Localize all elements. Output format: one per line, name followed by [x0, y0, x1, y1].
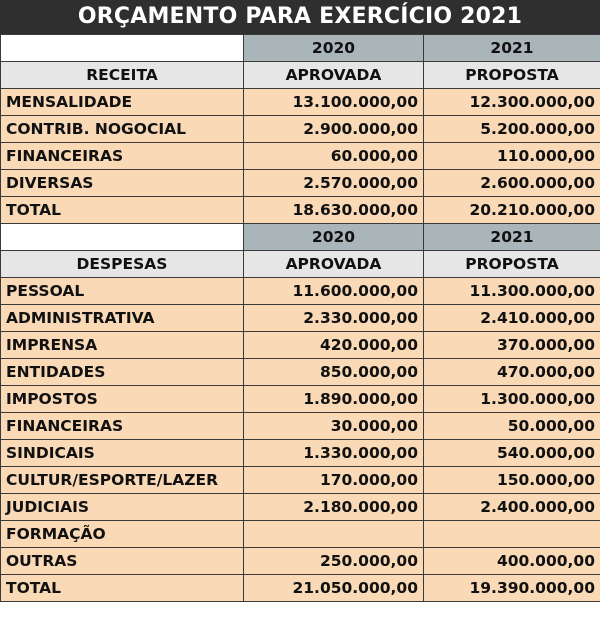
value-cell-proposed: 110.000,00: [424, 143, 600, 170]
column-header-cell: PROPOSTA: [424, 251, 600, 278]
table-row: [1, 89, 600, 116]
table-row: [1, 386, 600, 413]
value-cell-approved: 1.330.000,00: [244, 440, 424, 467]
value-cell-approved: [244, 521, 424, 548]
value-cell-proposed: 19.390.000,00: [424, 575, 600, 602]
section-header-cell: DESPESAS: [1, 251, 244, 278]
table-row: [1, 197, 600, 224]
value-cell-approved: 13.100.000,00: [244, 89, 424, 116]
column-header-cell: PROPOSTA: [424, 62, 600, 89]
table-row: [1, 575, 600, 602]
value-cell-approved: 2.900.000,00: [244, 116, 424, 143]
value-cell-proposed: [424, 521, 600, 548]
row-label-cell: ENTIDADES: [1, 359, 244, 386]
table-row: [1, 143, 600, 170]
receita-year-row: [1, 35, 600, 62]
receita-header-row: [1, 62, 600, 89]
value-cell-proposed: 470.000,00: [424, 359, 600, 386]
row-label-cell: OUTRAS: [1, 548, 244, 575]
value-cell-proposed: 370.000,00: [424, 332, 600, 359]
table-row: [1, 170, 600, 197]
document-title: ORÇAMENTO PARA EXERCÍCIO 2021: [0, 0, 600, 34]
row-label-cell: CONTRIB. NOGOCIAL: [1, 116, 244, 143]
value-cell-approved: 170.000,00: [244, 467, 424, 494]
value-cell-proposed: 11.300.000,00: [424, 278, 600, 305]
row-label-cell: DIVERSAS: [1, 170, 244, 197]
value-cell-approved: 30.000,00: [244, 413, 424, 440]
table-row: [1, 332, 600, 359]
column-header-cell: APROVADA: [244, 251, 424, 278]
row-label-cell: FORMAÇÃO: [1, 521, 244, 548]
table-row: [1, 467, 600, 494]
value-cell-approved: 2.570.000,00: [244, 170, 424, 197]
header-blank-cell: [1, 35, 244, 62]
value-cell-proposed: 400.000,00: [424, 548, 600, 575]
budget-table: [0, 34, 600, 602]
row-label-cell: IMPOSTOS: [1, 386, 244, 413]
table-row: [1, 359, 600, 386]
despesas-header-row: [1, 251, 600, 278]
value-cell-approved: 21.050.000,00: [244, 575, 424, 602]
row-label-cell: FINANCEIRAS: [1, 413, 244, 440]
header-blank-cell: [1, 224, 244, 251]
value-cell-approved: 2.330.000,00: [244, 305, 424, 332]
table-row: [1, 278, 600, 305]
value-cell-approved: 850.000,00: [244, 359, 424, 386]
table-row: [1, 548, 600, 575]
column-header-cell: APROVADA: [244, 62, 424, 89]
row-label-cell: FINANCEIRAS: [1, 143, 244, 170]
row-label-cell: TOTAL: [1, 575, 244, 602]
value-cell-proposed: 2.410.000,00: [424, 305, 600, 332]
year-header-cell: 2021: [424, 35, 600, 62]
value-cell-proposed: 50.000,00: [424, 413, 600, 440]
value-cell-proposed: 12.300.000,00: [424, 89, 600, 116]
budget-table-body: [1, 35, 600, 602]
year-header-cell: 2020: [244, 35, 424, 62]
row-label-cell: JUDICIAIS: [1, 494, 244, 521]
value-cell-proposed: 20.210.000,00: [424, 197, 600, 224]
table-row: [1, 116, 600, 143]
row-label-cell: MENSALIDADE: [1, 89, 244, 116]
value-cell-approved: 11.600.000,00: [244, 278, 424, 305]
table-row: [1, 413, 600, 440]
value-cell-approved: 60.000,00: [244, 143, 424, 170]
despesas-year-row: [1, 224, 600, 251]
value-cell-approved: 2.180.000,00: [244, 494, 424, 521]
value-cell-approved: 1.890.000,00: [244, 386, 424, 413]
value-cell-proposed: 150.000,00: [424, 467, 600, 494]
year-header-cell: 2021: [424, 224, 600, 251]
section-header-cell: RECEITA: [1, 62, 244, 89]
row-label-cell: ADMINISTRATIVA: [1, 305, 244, 332]
table-row: [1, 440, 600, 467]
table-row: [1, 521, 600, 548]
year-header-cell: 2020: [244, 224, 424, 251]
value-cell-proposed: 540.000,00: [424, 440, 600, 467]
row-label-cell: TOTAL: [1, 197, 244, 224]
value-cell-proposed: 2.600.000,00: [424, 170, 600, 197]
value-cell-approved: 18.630.000,00: [244, 197, 424, 224]
table-row: [1, 494, 600, 521]
value-cell-proposed: 2.400.000,00: [424, 494, 600, 521]
value-cell-approved: 420.000,00: [244, 332, 424, 359]
value-cell-proposed: 5.200.000,00: [424, 116, 600, 143]
value-cell-approved: 250.000,00: [244, 548, 424, 575]
row-label-cell: CULTUR/ESPORTE/LAZER: [1, 467, 244, 494]
row-label-cell: PESSOAL: [1, 278, 244, 305]
value-cell-proposed: 1.300.000,00: [424, 386, 600, 413]
row-label-cell: IMPRENSA: [1, 332, 244, 359]
table-row: [1, 305, 600, 332]
row-label-cell: SINDICAIS: [1, 440, 244, 467]
